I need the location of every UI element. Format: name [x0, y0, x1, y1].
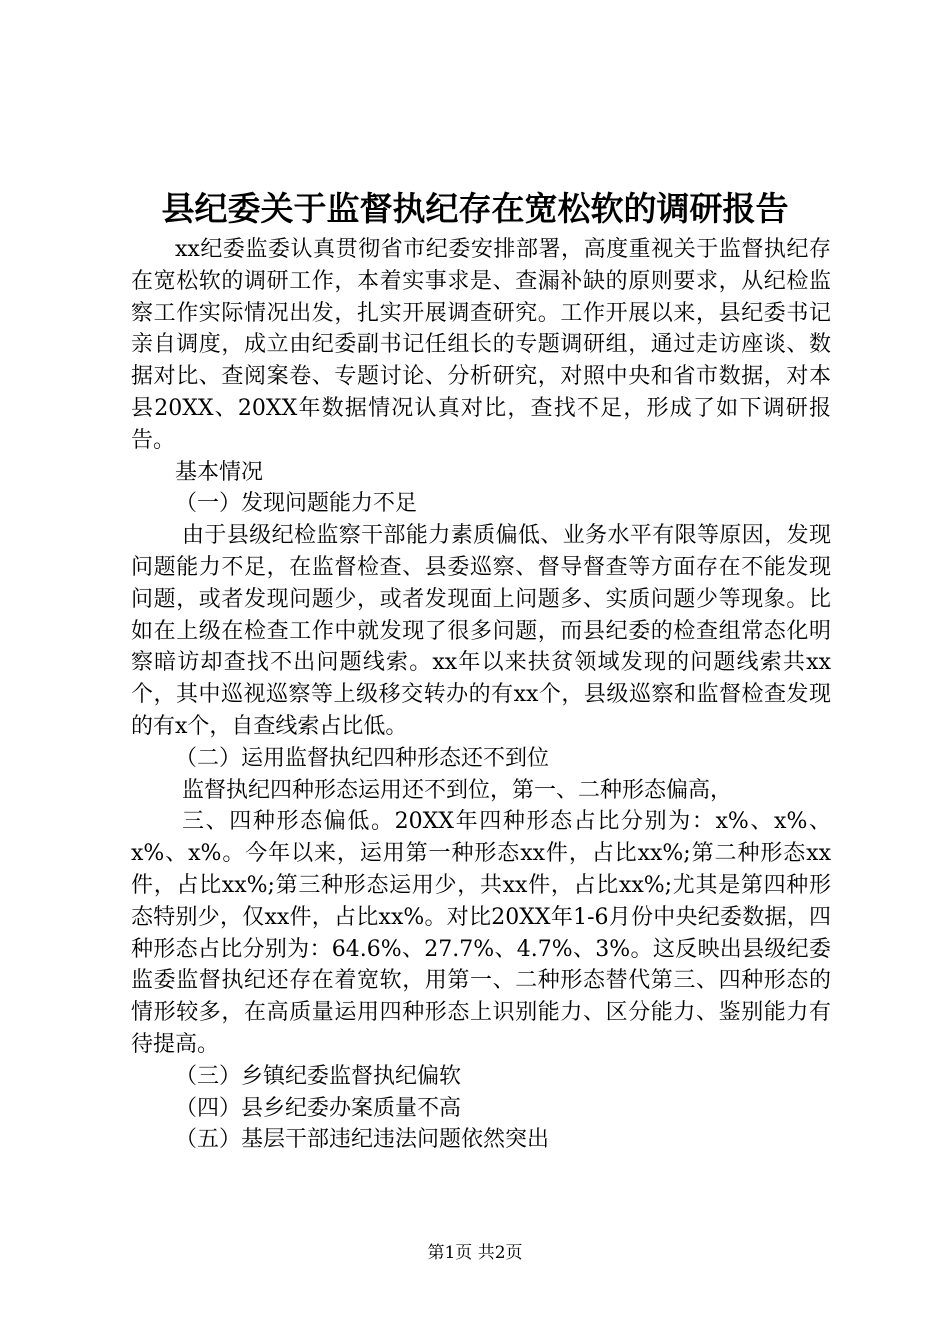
body-paragraph-2a: 监督执纪四种形态运用还不到位，第一、二种形态偏高， — [182, 777, 733, 803]
subheading-2: （二）运用监督执纪四种形态还不到位 — [175, 745, 550, 771]
intro-paragraph: xx纪委监委认真贯彻省市纪委安排部署，高度重视关于监督执纪存在宽松软的调研工作，本着实事求是、查漏补缺的原则要求，从纪检监察工作实际情况出发，扎实开展调查研究。工作开展以来，县纪委书记亲自调度，成立由纪委副书记任组长的专题调研组，通过走访座谈、数据对比、查阅案卷、专题讨论、分析研究，对照中央和省市数据，对本县20XX、20XX年数据情况认真对比，查找不足，形成了如下调研报告。 — [131, 237, 831, 453]
subheading-4: （四）县乡纪委办案质量不高 — [175, 1095, 462, 1121]
document-body — [131, 234, 831, 1156]
page-footer: 第1页 共2页 — [427, 1243, 523, 1263]
body-paragraph-2b: 三、四种形态偏低。20XX年四种形态占比分别为：x%、x%、x%、x%。今年以来，运用第一种形态xx件，占比xx%;第二种形态xx件，占比xx%;第三种形态运用少，共xx件，占比xx%;尤其是第四种形态特别少，仅xx件，占比xx%。对比20XX年1-6月份中央纪委数据，四种形态占比分别为：64.6%、27.7%、4.7%、3%。这反映出县级纪委监委监督执纪还存在着宽软，用第一、二种形态替代第三、四种形态的情形较多，在高质量运用四种形态上识别能力、区分能力、鉴别能力有待提高。 — [131, 809, 831, 1057]
document-title: 县纪委关于监督执纪存在宽松软的调研报告 — [161, 189, 789, 228]
subheading-1: （一）发现问题能力不足 — [175, 491, 418, 517]
subheading-3: （三）乡镇纪委监督执纪偏软 — [175, 1063, 462, 1089]
section-heading-basic-situation: 基本情况 — [175, 459, 264, 485]
subheading-5: （五）基层干部违纪违法问题依然突出 — [175, 1127, 550, 1153]
body-paragraph-1: 由于县级纪检监察干部能力素质偏低、业务水平有限等原因，发现问题能力不足，在监督检查、县委巡察、督导督查等方面存在不能发现问题，或者发现问题少，或者发现面上问题多、实质问题少等现象。比如在上级在检查工作中就发现了很多问题，而县纪委的检查组常态化明察暗访却查找不出问题线索。xx年以来扶贫领域发现的问题线索共xx个，其中巡视巡察等上级移交转办的有xx个，县级巡察和监督检查发现的有x个，自查线索占比低。 — [131, 523, 831, 739]
